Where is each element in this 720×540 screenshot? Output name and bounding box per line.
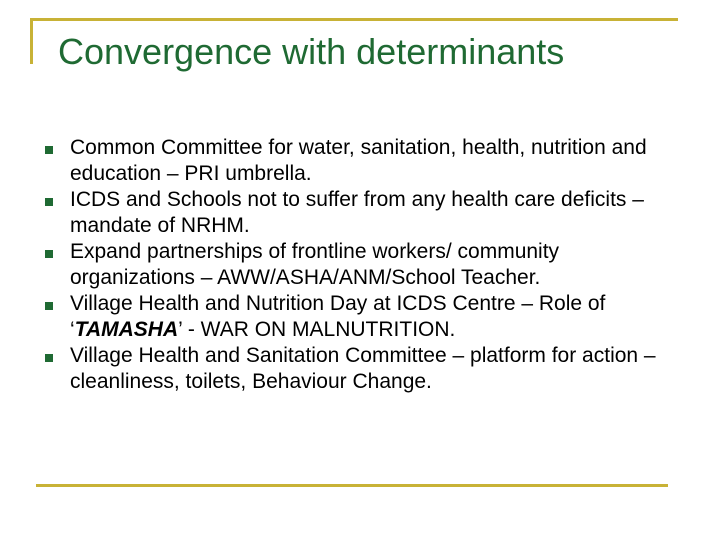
left-border-line <box>30 18 33 64</box>
bullet-item-partnerships <box>40 239 680 291</box>
bullet-text <box>70 291 680 343</box>
square-bullet-icon <box>45 250 53 258</box>
bullet-text: ICDS and Schools not to suffer from any health care deficits – mandate of NRHM. <box>70 188 644 237</box>
bullet-item-icds-schools <box>40 187 680 239</box>
slide-title: Convergence with determinants <box>58 31 565 72</box>
square-bullet-icon <box>45 354 53 362</box>
square-bullet-icon <box>45 302 53 310</box>
bullet-text: Common Committee for water, sanitation, health, nutrition and education – PRI umbrella. <box>70 136 647 185</box>
bullet-item-committee <box>40 135 680 187</box>
bullet-item-vhsc <box>40 343 680 395</box>
bullet-text: Village Health and Sanitation Committee – platform for action – cleanliness, toilets, Behaviour Change. <box>70 344 656 393</box>
top-border-line <box>30 18 678 21</box>
bullet-list <box>40 135 680 395</box>
bullet-text: Expand partnerships of frontline workers/ community organizations – AWW/ASHA/ANM/School Teacher. <box>70 240 560 289</box>
bullet-text-after: ’ - WAR ON MALNUTRITION. <box>178 318 456 341</box>
square-bullet-icon <box>45 146 53 154</box>
emphasis-text: TAMASHA <box>74 318 179 341</box>
bullet-item-vhnd <box>40 291 680 343</box>
bottom-border-line <box>36 484 668 487</box>
square-bullet-icon <box>45 198 53 206</box>
bullet-text-before: Village Health and Nutrition Day at ICDS Centre – Role of ‘ <box>70 292 606 341</box>
